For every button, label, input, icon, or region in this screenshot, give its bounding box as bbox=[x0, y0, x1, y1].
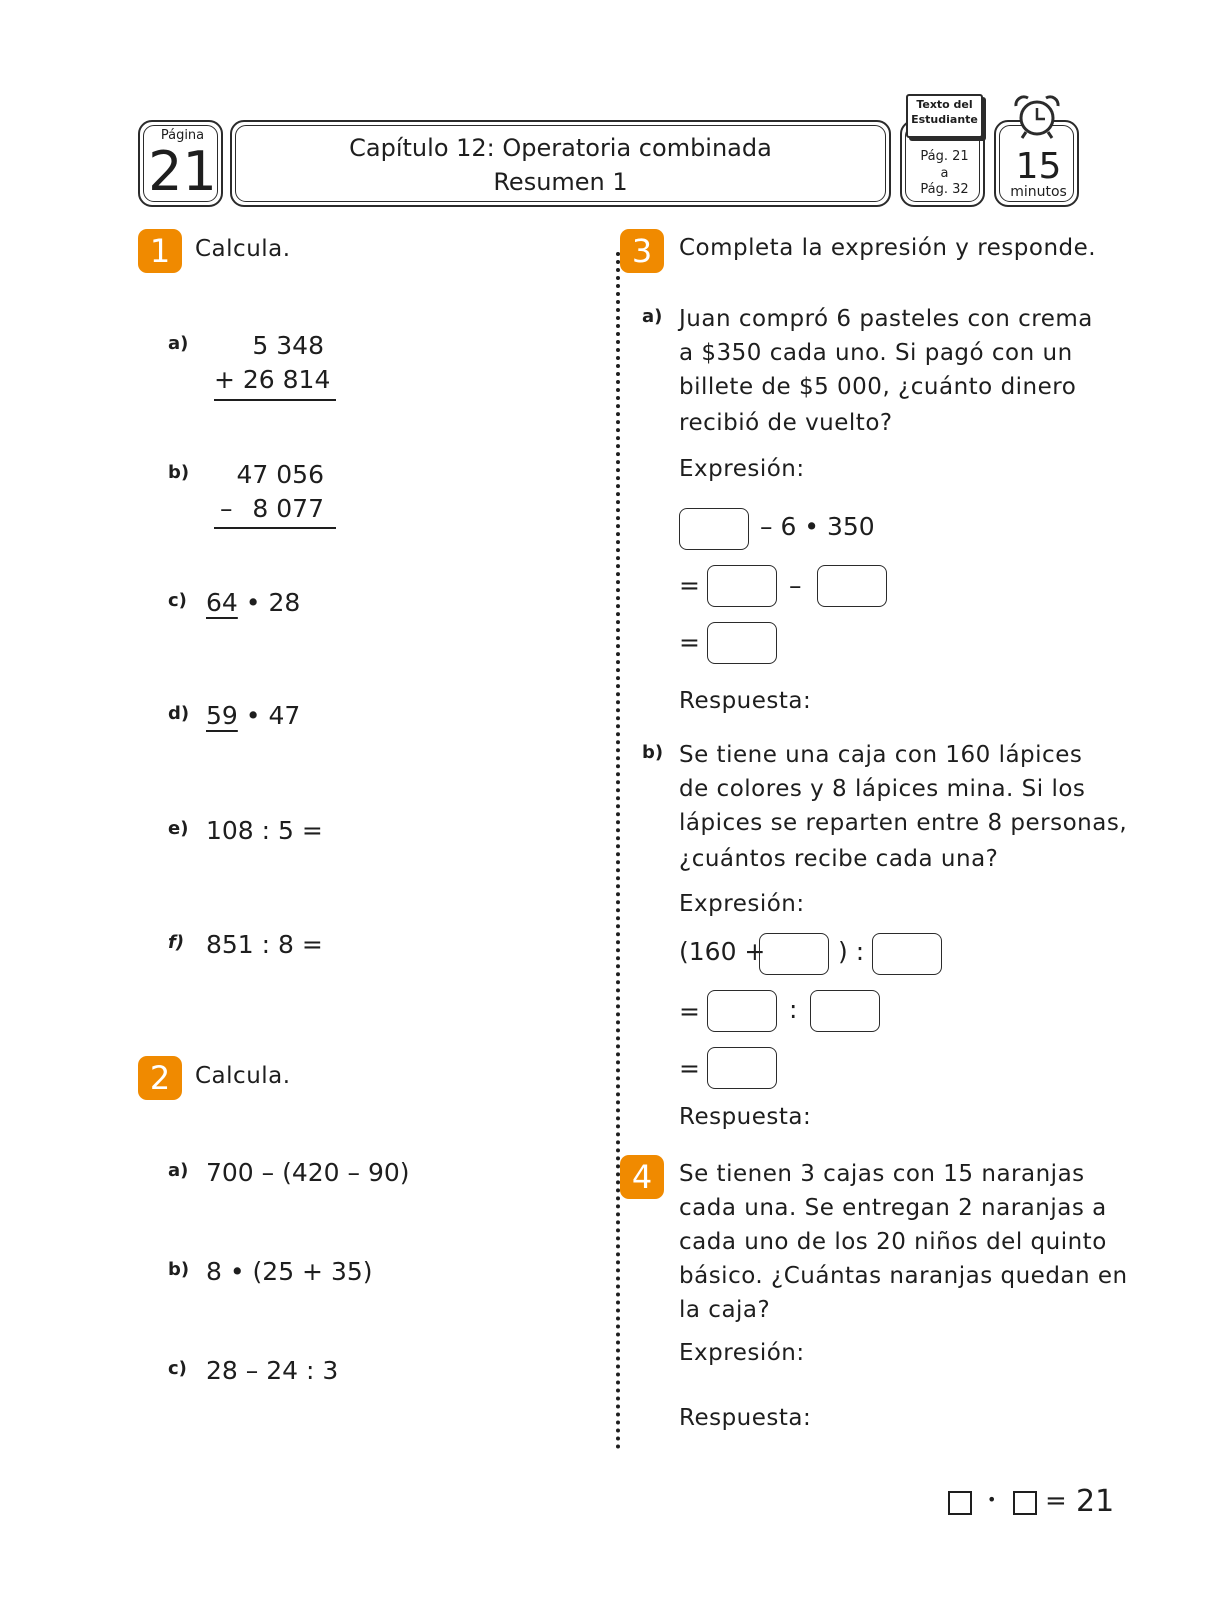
footer-box-right bbox=[1013, 1491, 1037, 1515]
s1c-expr bbox=[206, 588, 300, 617]
page-number-box bbox=[138, 120, 223, 207]
s3b-box-dividend[interactable] bbox=[707, 990, 777, 1032]
section1-title: Calcula. bbox=[195, 236, 291, 262]
book-label-line1: Texto del bbox=[916, 98, 973, 111]
s1a-line2: + 26 814 bbox=[214, 365, 331, 394]
s1a-rule bbox=[214, 399, 336, 401]
s3b-box-addend[interactable] bbox=[759, 933, 829, 975]
s1d-rest: • 47 bbox=[237, 701, 301, 730]
s1e-expr: 108 : 5 = bbox=[206, 816, 323, 845]
time-value: 15 bbox=[1015, 146, 1062, 187]
section3-title: Completa la expresión y responde. bbox=[679, 235, 1097, 261]
page-label: Página bbox=[160, 128, 205, 143]
s4-line3: cada uno de los 20 niños del quinto bbox=[679, 1229, 1107, 1255]
s3a-line4: recibió de vuelto? bbox=[679, 410, 893, 436]
s3b-eq2: = bbox=[679, 1054, 700, 1083]
s1b-rule bbox=[214, 527, 336, 529]
s1a-label: a) bbox=[168, 333, 189, 354]
s3a-line2: a $350 cada uno. Si pagó con un bbox=[679, 340, 1073, 366]
s2b-label: b) bbox=[168, 1259, 190, 1280]
s3a-box-result[interactable] bbox=[707, 622, 777, 664]
s1f-label: f) bbox=[168, 932, 185, 953]
book-label-line2: Estudiante bbox=[911, 113, 978, 126]
section3-number: 3 bbox=[620, 229, 664, 273]
s1c-label: c) bbox=[168, 590, 187, 611]
footer-page-number: 21 bbox=[1076, 1484, 1115, 1519]
s1b-line2: 8 077 bbox=[252, 494, 324, 523]
s1b-op: – bbox=[220, 494, 233, 523]
s3b-div: : bbox=[789, 995, 798, 1024]
s3b-line3: lápices se reparten entre 8 personas, bbox=[679, 810, 1128, 836]
s3b-label: b) bbox=[642, 742, 664, 763]
s3a-box-minuend[interactable] bbox=[707, 565, 777, 607]
s1d-label: d) bbox=[168, 703, 190, 724]
alarm-clock-icon bbox=[1012, 94, 1062, 142]
s3a-box-subtrahend[interactable] bbox=[817, 565, 887, 607]
s3a-row1-tail: – 6 • 350 bbox=[760, 512, 875, 541]
s3b-line1: Se tiene una caja con 160 lápices bbox=[679, 742, 1083, 768]
s3a-answer-label: Respuesta: bbox=[679, 688, 812, 714]
s2a-expr: 700 – (420 – 90) bbox=[206, 1158, 410, 1187]
pages-from: Pág. 21 bbox=[920, 149, 969, 164]
s1b-line1: 47 056 bbox=[236, 460, 324, 489]
section2-number: 2 bbox=[138, 1056, 182, 1100]
s3b-box-divisor2[interactable] bbox=[810, 990, 880, 1032]
s3a-minus: – bbox=[789, 571, 802, 600]
page-number: 21 bbox=[148, 140, 217, 203]
s4-expression-label: Expresión: bbox=[679, 1340, 805, 1366]
s4-line2: cada una. Se entregan 2 naranjas a bbox=[679, 1195, 1107, 1221]
s3b-row1-head: (160 + bbox=[679, 937, 766, 966]
s4-line5: la caja? bbox=[679, 1297, 771, 1323]
s3b-box-result[interactable] bbox=[707, 1047, 777, 1089]
time-unit: minutos bbox=[1010, 184, 1067, 200]
s3a-eq1: = bbox=[679, 571, 700, 600]
section2-title: Calcula. bbox=[195, 1063, 291, 1089]
s1d-first-factor: 59 bbox=[206, 701, 238, 730]
section4-number: 4 bbox=[620, 1155, 664, 1199]
s1d-expr bbox=[206, 701, 300, 730]
s3b-row1-mid: ) : bbox=[838, 937, 865, 966]
section1-number: 1 bbox=[138, 229, 182, 273]
s2a-label: a) bbox=[168, 1160, 189, 1181]
s3a-line3: billete de $5 000, ¿cuánto dinero bbox=[679, 374, 1077, 400]
pages-a: a bbox=[940, 166, 949, 181]
chapter-title: Capítulo 12: Operatoria combinada bbox=[349, 134, 772, 162]
column-divider bbox=[616, 252, 620, 1450]
s1b-label: b) bbox=[168, 462, 190, 483]
s2c-expr: 28 – 24 : 3 bbox=[206, 1356, 339, 1385]
s2c-label: c) bbox=[168, 1358, 187, 1379]
s3b-eq1: = bbox=[679, 997, 700, 1026]
s4-line1: Se tienen 3 cajas con 15 naranjas bbox=[679, 1161, 1085, 1187]
s3a-eq2: = bbox=[679, 628, 700, 657]
s3a-line1: Juan compró 6 pasteles con crema bbox=[679, 306, 1093, 332]
s3b-expression-label: Expresión: bbox=[679, 891, 805, 917]
s3a-expression-label: Expresión: bbox=[679, 456, 805, 482]
s1f-expr: 851 : 8 = bbox=[206, 930, 323, 959]
s1c-first-factor: 64 bbox=[206, 588, 238, 617]
s1c-rest: • 28 bbox=[237, 588, 301, 617]
chapter-subtitle: Resumen 1 bbox=[493, 168, 628, 196]
s3b-line2: de colores y 8 lápices mina. Si los bbox=[679, 776, 1086, 802]
s3b-answer-label: Respuesta: bbox=[679, 1104, 812, 1130]
s1a-line1: 5 348 bbox=[252, 331, 324, 360]
chapter-title-box bbox=[230, 120, 891, 207]
s1e-label: e) bbox=[168, 818, 189, 839]
footer-box-left bbox=[948, 1491, 972, 1515]
footer-equals: = bbox=[1045, 1486, 1067, 1516]
s3a-box-total[interactable] bbox=[679, 508, 749, 550]
pages-to: Pág. 32 bbox=[920, 182, 969, 197]
s3b-box-divisor[interactable] bbox=[872, 933, 942, 975]
s4-answer-label: Respuesta: bbox=[679, 1405, 812, 1431]
book-icon bbox=[906, 94, 983, 138]
footer-dot: • bbox=[987, 1490, 997, 1509]
s2b-expr: 8 • (25 + 35) bbox=[206, 1257, 373, 1286]
s3a-label: a) bbox=[642, 306, 663, 327]
s4-line4: básico. ¿Cuántas naranjas quedan en bbox=[679, 1263, 1128, 1289]
s3b-line4: ¿cuántos recibe cada una? bbox=[679, 846, 999, 872]
